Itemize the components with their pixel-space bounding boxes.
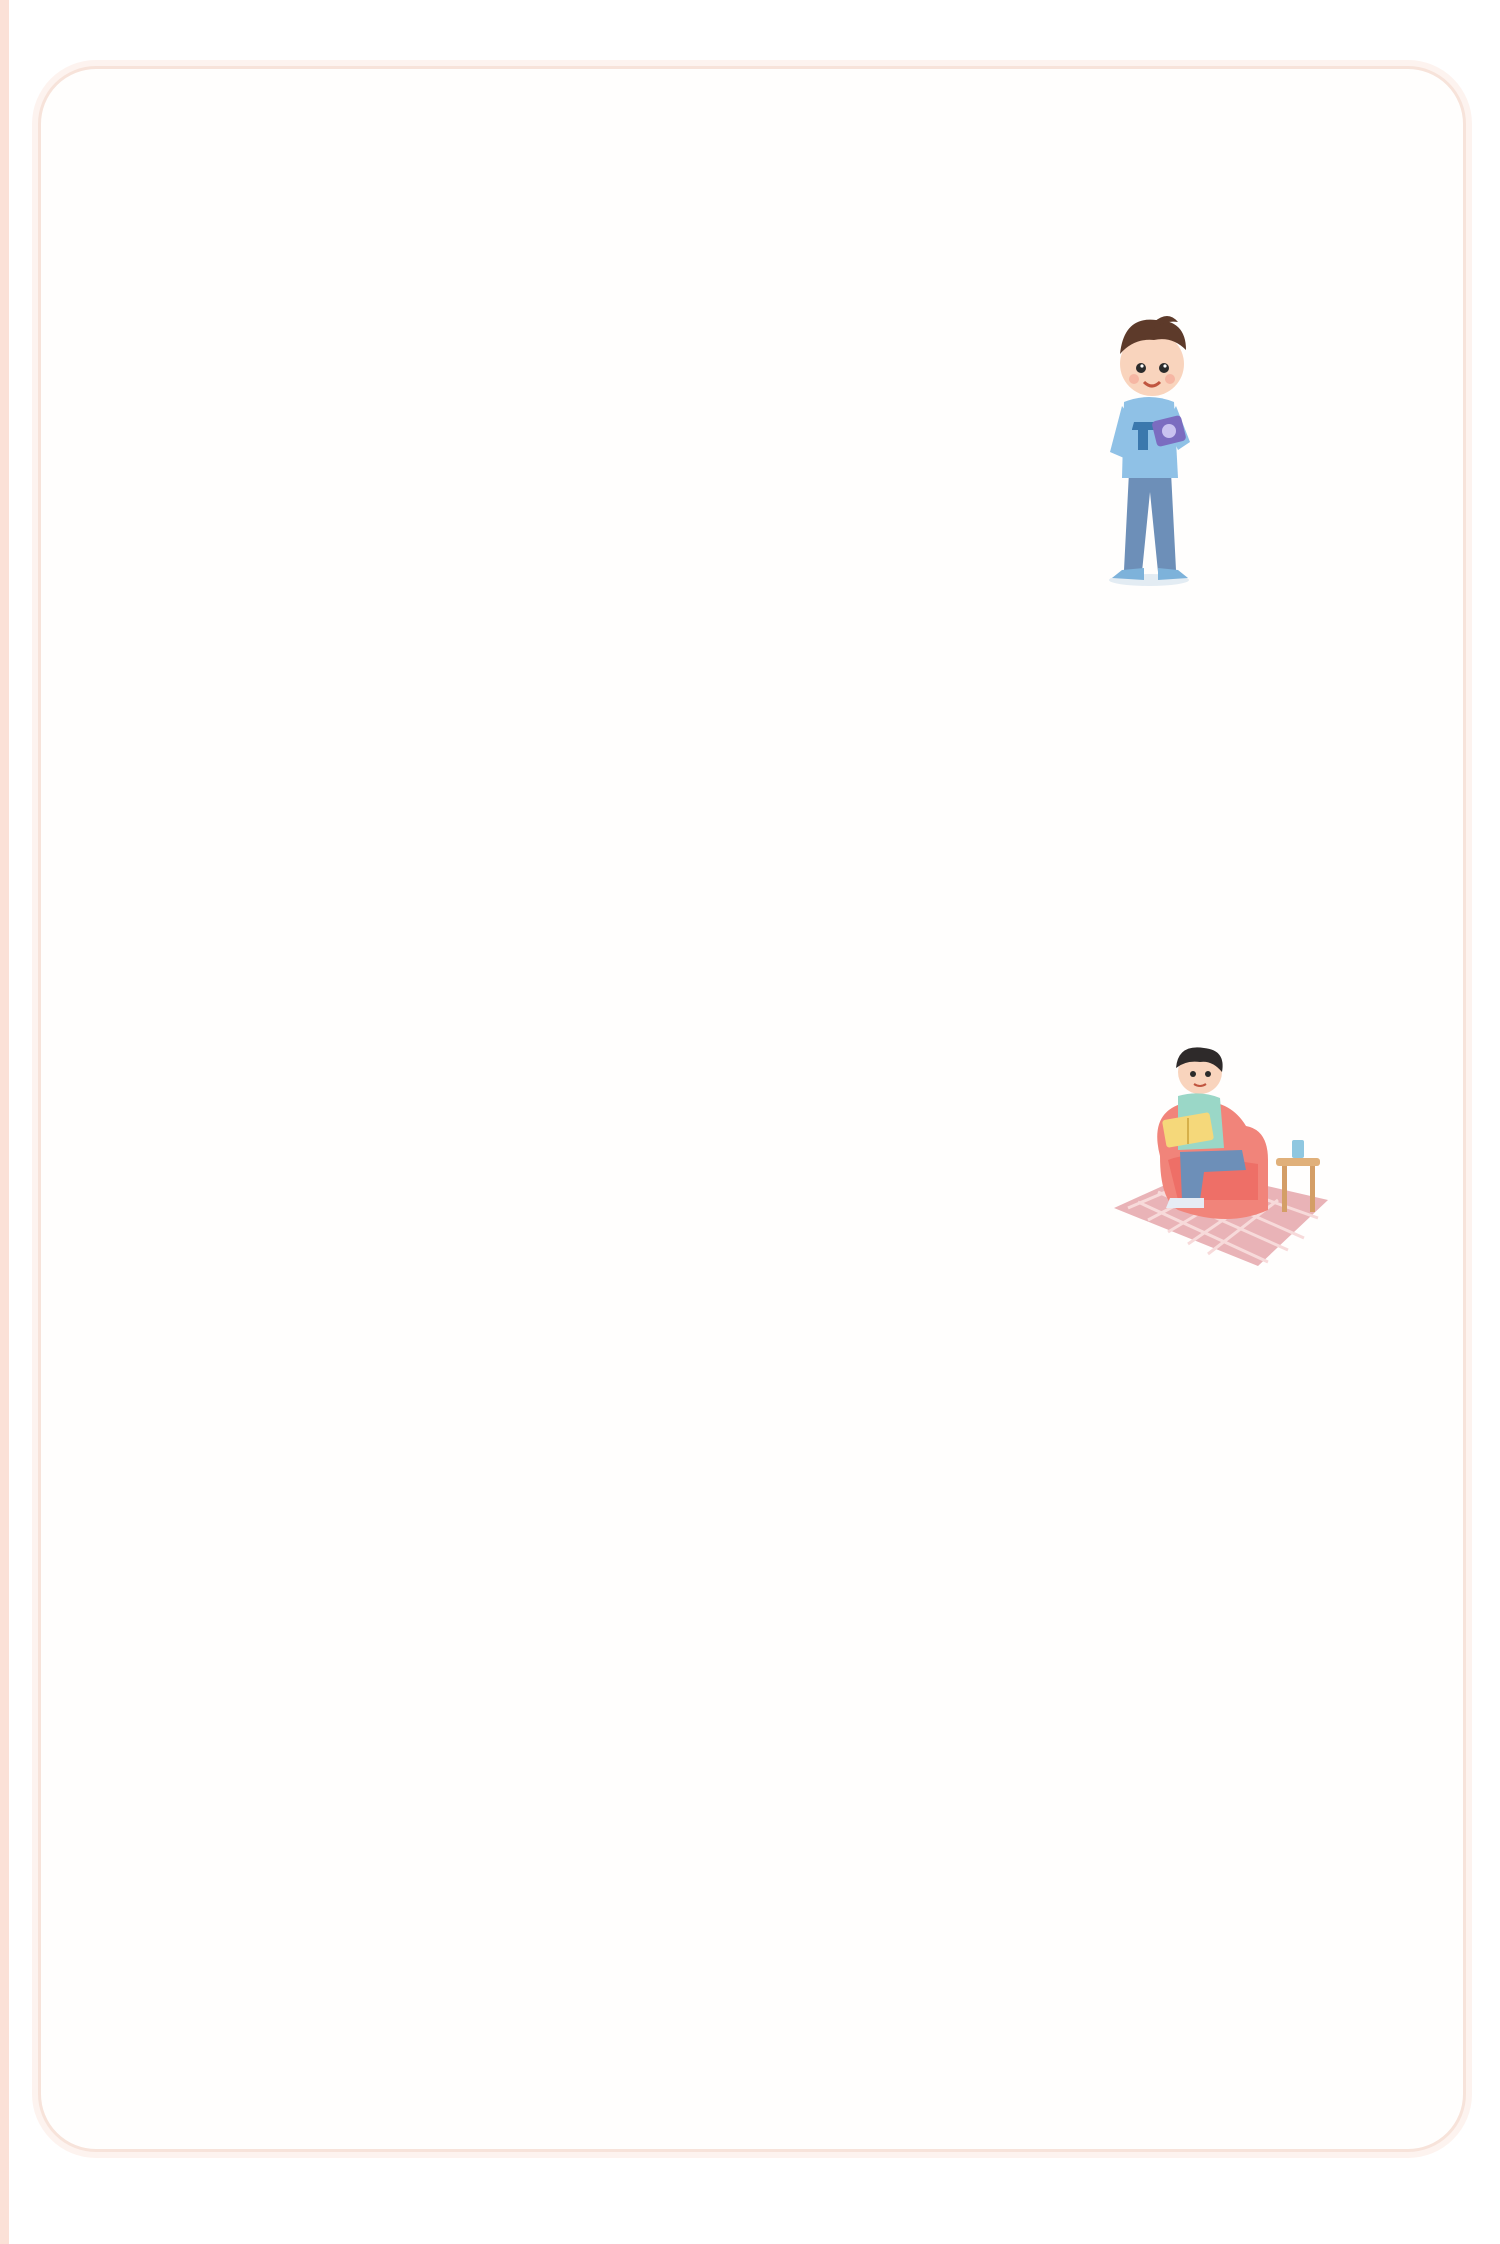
- boy-reading-illustration: [1094, 302, 1204, 588]
- boy-on-sofa-illustration: [1108, 1040, 1336, 1272]
